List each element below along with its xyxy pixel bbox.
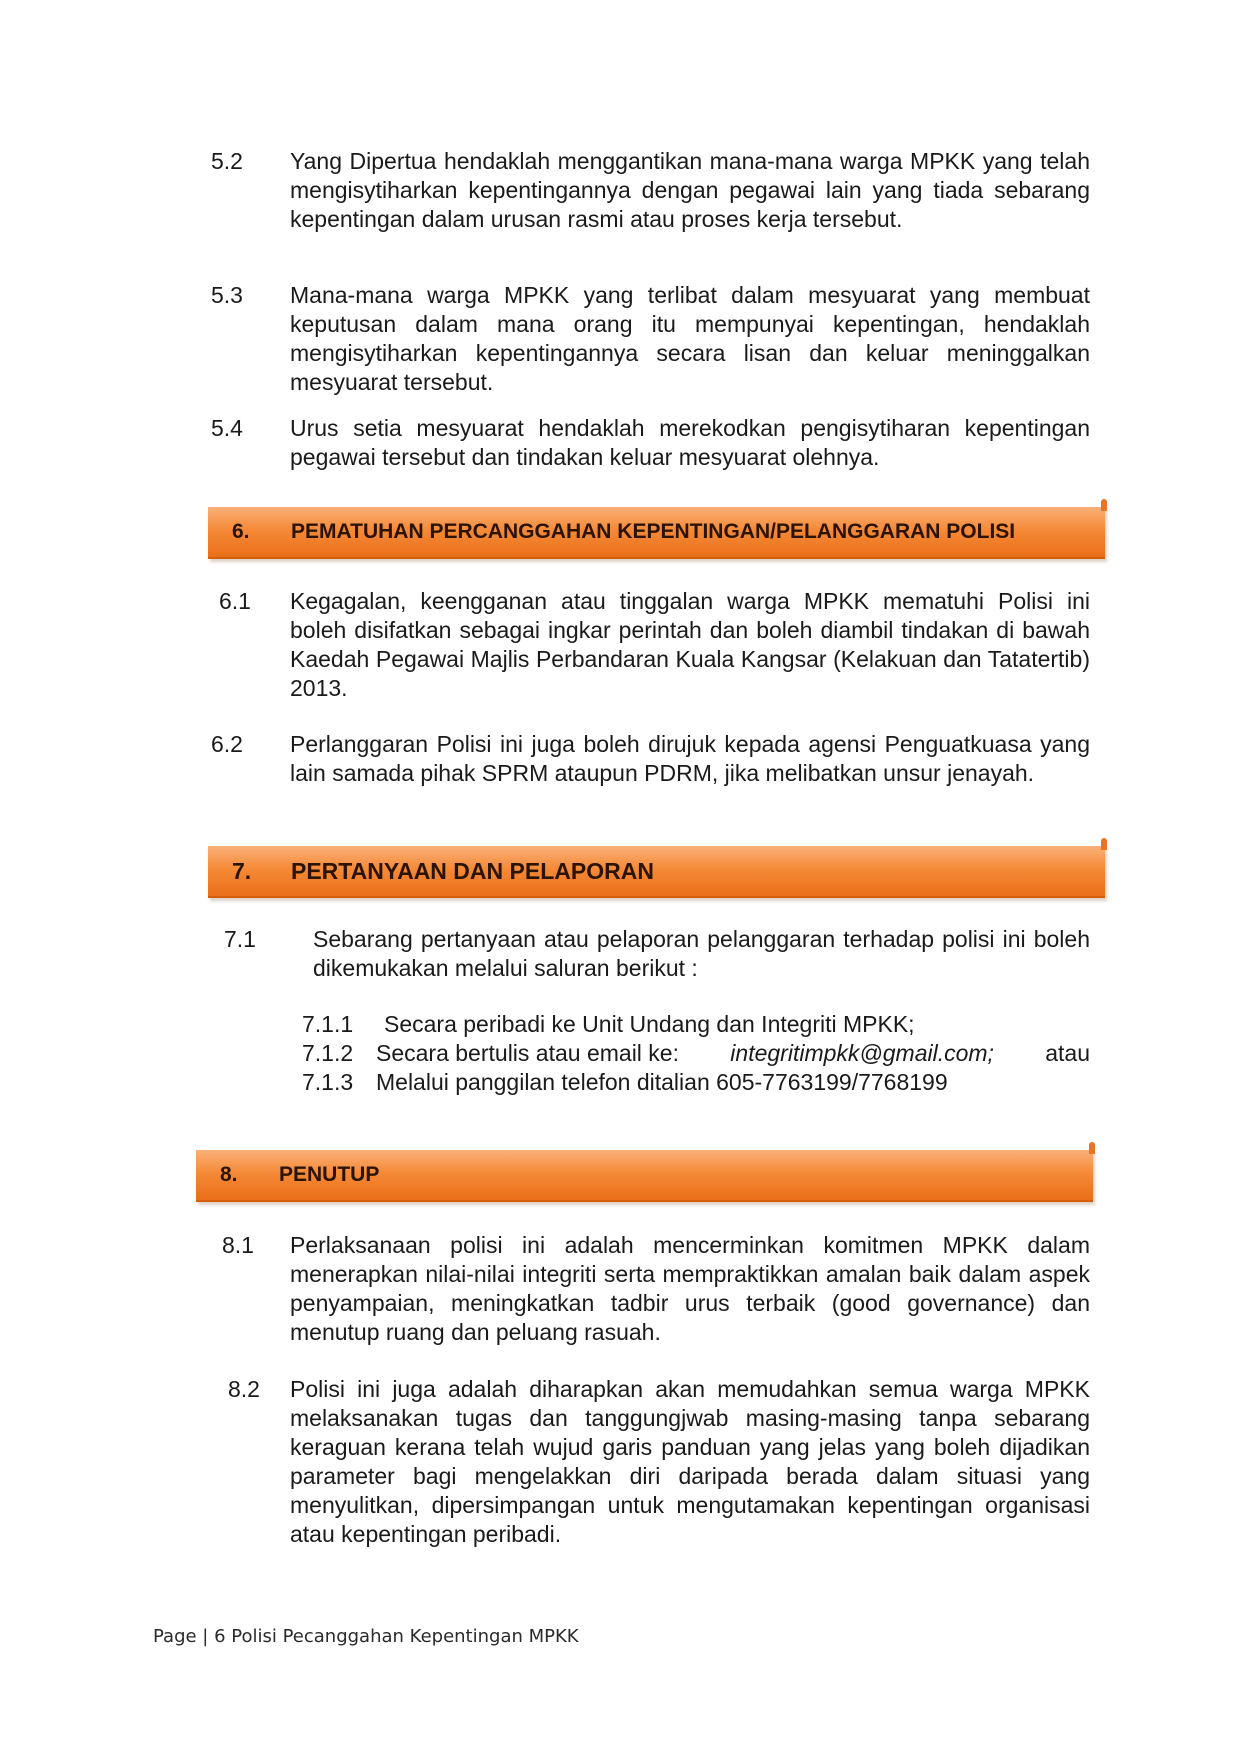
- clause-number: 6.1: [219, 588, 251, 614]
- clause-8-2: [0, 1375, 1240, 1549]
- section-number: 6.: [232, 520, 250, 543]
- section-7-banner: [208, 846, 1105, 898]
- subclause-number: 7.1.3: [302, 1069, 354, 1095]
- subclause-number: 7.1.2: [302, 1040, 354, 1066]
- clause-number: 6.2: [211, 731, 243, 757]
- subclause-text-before: Secara bertulis atau email ke:: [376, 1040, 679, 1066]
- section-number: 7.: [232, 858, 252, 884]
- subclause-7-1-1: [302, 1010, 1102, 1039]
- subclause-text: [376, 1039, 1090, 1068]
- clause-text: Mana-mana warga MPKK yang terlibat dalam mesyuarat yang membuat keputusan dalam mana orang itu mempunyai kepentingan, hendaklah mengisytiharkan kepentingannya secara lisan dan keluar meninggalkan mesyuarat tersebut.: [290, 282, 1090, 395]
- clause-number: 5.4: [211, 415, 243, 441]
- subclause-7-1-2: [302, 1039, 1090, 1068]
- clause-number: 8.2: [228, 1376, 260, 1402]
- subclause-number: 7.1.1: [302, 1011, 354, 1037]
- clause-text: Perlanggaran Polisi ini juga boleh dirujuk kepada agensi Penguatkuasa yang lain samada pihak SPRM ataupun PDRM, jika melibatkan unsur jenayah.: [290, 731, 1090, 786]
- clause-7-1: [0, 925, 1240, 983]
- clause-text: Yang Dipertua hendaklah menggantikan mana-mana warga MPKK yang telah mengisytiharkan kepentingannya dengan pegawai lain yang tiada sebarang kepentingan dalam urusan rasmi atau proses kerja tersebut.: [290, 148, 1090, 232]
- clause-8-1: [0, 1231, 1240, 1347]
- clause-text: Urus setia mesyuarat hendaklah merekodkan pengisytiharan kepentingan pegawai tersebut dan tindakan keluar mesyuarat olehnya.: [290, 415, 1090, 470]
- clause-text: Perlaksanaan polisi ini adalah mencerminkan komitmen MPKK dalam menerapkan nilai-nilai integriti serta mempraktikkan amalan baik dalam aspek penyampaian, meningkatkan tadbir urus terbaik (good governance) dan menutup ruang dan peluang rasuah.: [290, 1232, 1090, 1345]
- clause-number: 5.2: [211, 148, 243, 174]
- clause-5-2: [0, 147, 1240, 263]
- clause-number: 5.3: [211, 282, 243, 308]
- clause-text: Kegagalan, keengganan atau tinggalan warga MPKK mematuhi Polisi ini boleh disifatkan sebagai ingkar perintah dan boleh diambil tindakan di bawah Kaedah Pegawai Majlis Perbandaran Kuala Kangsar (Kelakuan dan Tatatertib) 2013.: [290, 588, 1090, 701]
- section-title: PEMATUHAN PERCANGGAHAN KEPENTINGAN/PELANGGARAN POLISI: [291, 520, 1016, 543]
- clause-5-4: [0, 414, 1240, 472]
- section-title: PERTANYAAN DAN PELAPORAN: [291, 858, 654, 884]
- email-address: integritimpkk@gmail.com;: [730, 1040, 994, 1066]
- clause-6-2: [0, 730, 1240, 817]
- clause-6-1: [0, 587, 1240, 703]
- subclause-text: Secara peribadi ke Unit Undang dan Integriti MPKK;: [384, 1011, 915, 1037]
- clause-number: 8.1: [222, 1232, 254, 1258]
- clause-5-3: [0, 281, 1240, 397]
- section-title: PENUTUP: [279, 1163, 380, 1186]
- clause-text: Polisi ini juga adalah diharapkan akan memudahkan semua warga MPKK melaksanakan tugas dan tanggungjwab masing-masing tanpa sebarang keraguan kerana telah wujud garis panduan yang jelas yang boleh dijadikan parameter bagi mengelakkan diri daripada berada dalam situasi yang menyulitkan, dipersimpangan untuk mengutamakan kepentingan organisasi atau kepentingan peribadi.: [290, 1376, 1090, 1547]
- clause-text: Sebarang pertanyaan atau pelaporan pelanggaran terhadap polisi ini boleh dikemukakan melalui saluran berikut :: [313, 926, 1090, 981]
- subclause-text: Melalui panggilan telefon ditalian 605-7763199/7768199: [376, 1069, 948, 1095]
- subclause-7-1-3: [302, 1068, 1102, 1097]
- section-8-banner: [196, 1150, 1093, 1202]
- page-footer: Page | 6 Polisi Pecanggahan Kepentingan MPKK: [153, 1626, 579, 1647]
- subclause-text-after: atau: [1045, 1040, 1090, 1066]
- section-number: 8.: [220, 1163, 238, 1186]
- clause-number: 7.1: [224, 926, 256, 952]
- section-6-banner: [208, 507, 1105, 559]
